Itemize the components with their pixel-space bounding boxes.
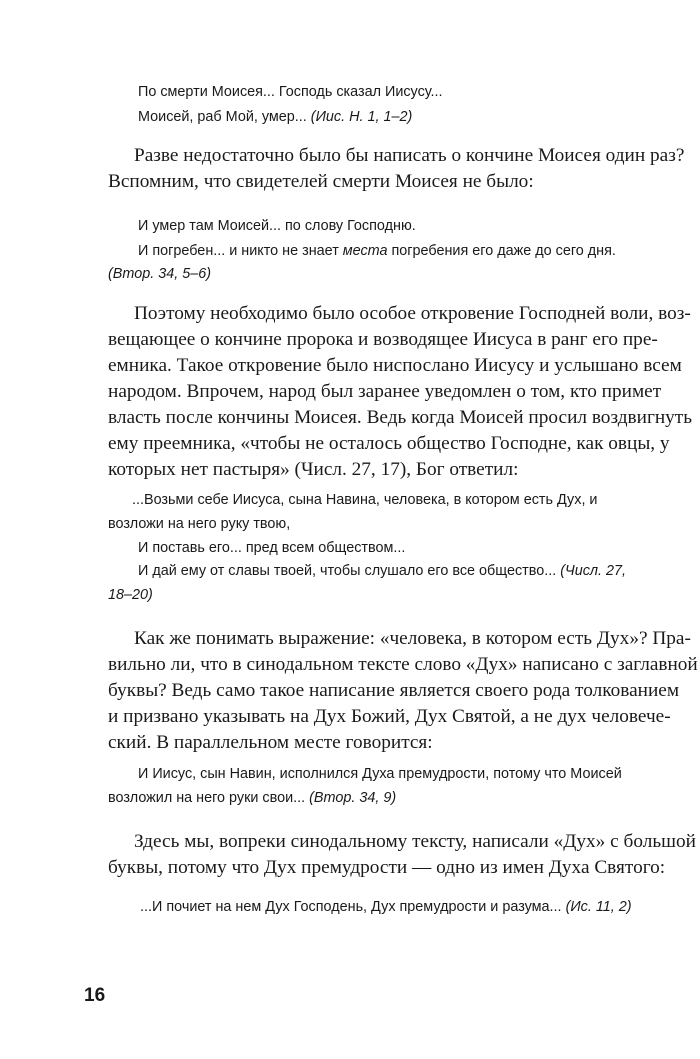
quote-line: ...Возьми себе Иисуса, сына Навина, человека, в котором есть Дух, и xyxy=(132,492,598,508)
quote-line: И поставь его... пред всем обществом... xyxy=(138,540,406,556)
text-line: Поэтому необходимо было особое откровение Господней воли, воз- xyxy=(134,303,691,324)
scripture-reference: (Числ. 27, xyxy=(560,563,627,579)
text-line: которых нет пастыря» (Числ. 27, 17), Бог ответил: xyxy=(108,459,519,480)
scripture-reference: (Втор. 34, 9) xyxy=(309,790,397,806)
page-number: 16 xyxy=(84,985,106,1006)
quote-line: И погребен... и никто не знает места погребения его даже до сего дня. xyxy=(138,243,616,259)
quote-line: И Иисус, сын Навин, исполнился Духа премудрости, потому что Моисей xyxy=(138,766,622,782)
text-line: ему преемника, «чтобы не осталось общество Господне, как овцы, у xyxy=(108,433,670,454)
quote-line: По смерти Моисея... Господь сказал Иисусу... xyxy=(138,84,443,100)
text-line: вильно ли, что в синодальном тексте слово «Дух» написано с заглавной xyxy=(108,654,698,675)
scripture-reference: (Иис. Н. 1, 1–2) xyxy=(310,109,413,125)
text-line: Разве недостаточно было бы написать о кончине Моисея один раз? xyxy=(134,145,685,166)
text-line: Здесь мы, вопреки синодальному тексту, написали «Дух» с большой xyxy=(134,831,696,852)
quote-line: Моисей, раб Мой, умер... (Иис. Н. 1, 1–2) xyxy=(138,109,413,125)
text-line: Вспомним, что свидетелей смерти Моисея не было: xyxy=(108,171,534,192)
text-line: буквы? Ведь само такое написание является своего рода толкованием xyxy=(108,680,680,701)
text-line: буквы, потому что Дух премудрости — одно из имен Духа Святого: xyxy=(108,857,666,878)
text-line: и призвано указывать на Дух Божий, Дух Святой, а не дух человече- xyxy=(108,706,671,727)
scripture-reference: (Втор. 34, 5–6) xyxy=(108,266,212,282)
quote-line: И дай ему от славы твоей, чтобы слушало его все общество... (Числ. 27, xyxy=(138,563,627,579)
quote-line: возложи на него руку твою, xyxy=(108,516,291,532)
text-line: емника. Такое откровение было ниспослано Иисусу и услышано всем xyxy=(108,355,682,376)
scripture-reference: (Ис. 11, 2) xyxy=(565,899,632,915)
text-line: Как же понимать выражение: «человека, в котором есть Дух»? Пра- xyxy=(134,628,691,649)
text-line: власть после кончины Моисея. Ведь когда Моисей просил воздвигнуть xyxy=(108,407,693,428)
quote-line: возложил на него руки свои... (Втор. 34, 9) xyxy=(108,790,397,806)
text-line: вещающее о кончине пророка и возводящее Иисуса в ранг его пре- xyxy=(108,329,658,350)
quote-line: И умер там Моисей... по слову Господню. xyxy=(138,218,416,234)
scripture-reference: 18–20) xyxy=(108,587,153,603)
text-line: народом. Впрочем, народ был заранее уведомлен о том, кто примет xyxy=(108,381,662,402)
quote-line: ...И почиет на нем Дух Господень, Дух премудрости и разума... (Ис. 11, 2) xyxy=(140,899,632,915)
text-line: ский. В параллельном месте говорится: xyxy=(108,732,433,753)
